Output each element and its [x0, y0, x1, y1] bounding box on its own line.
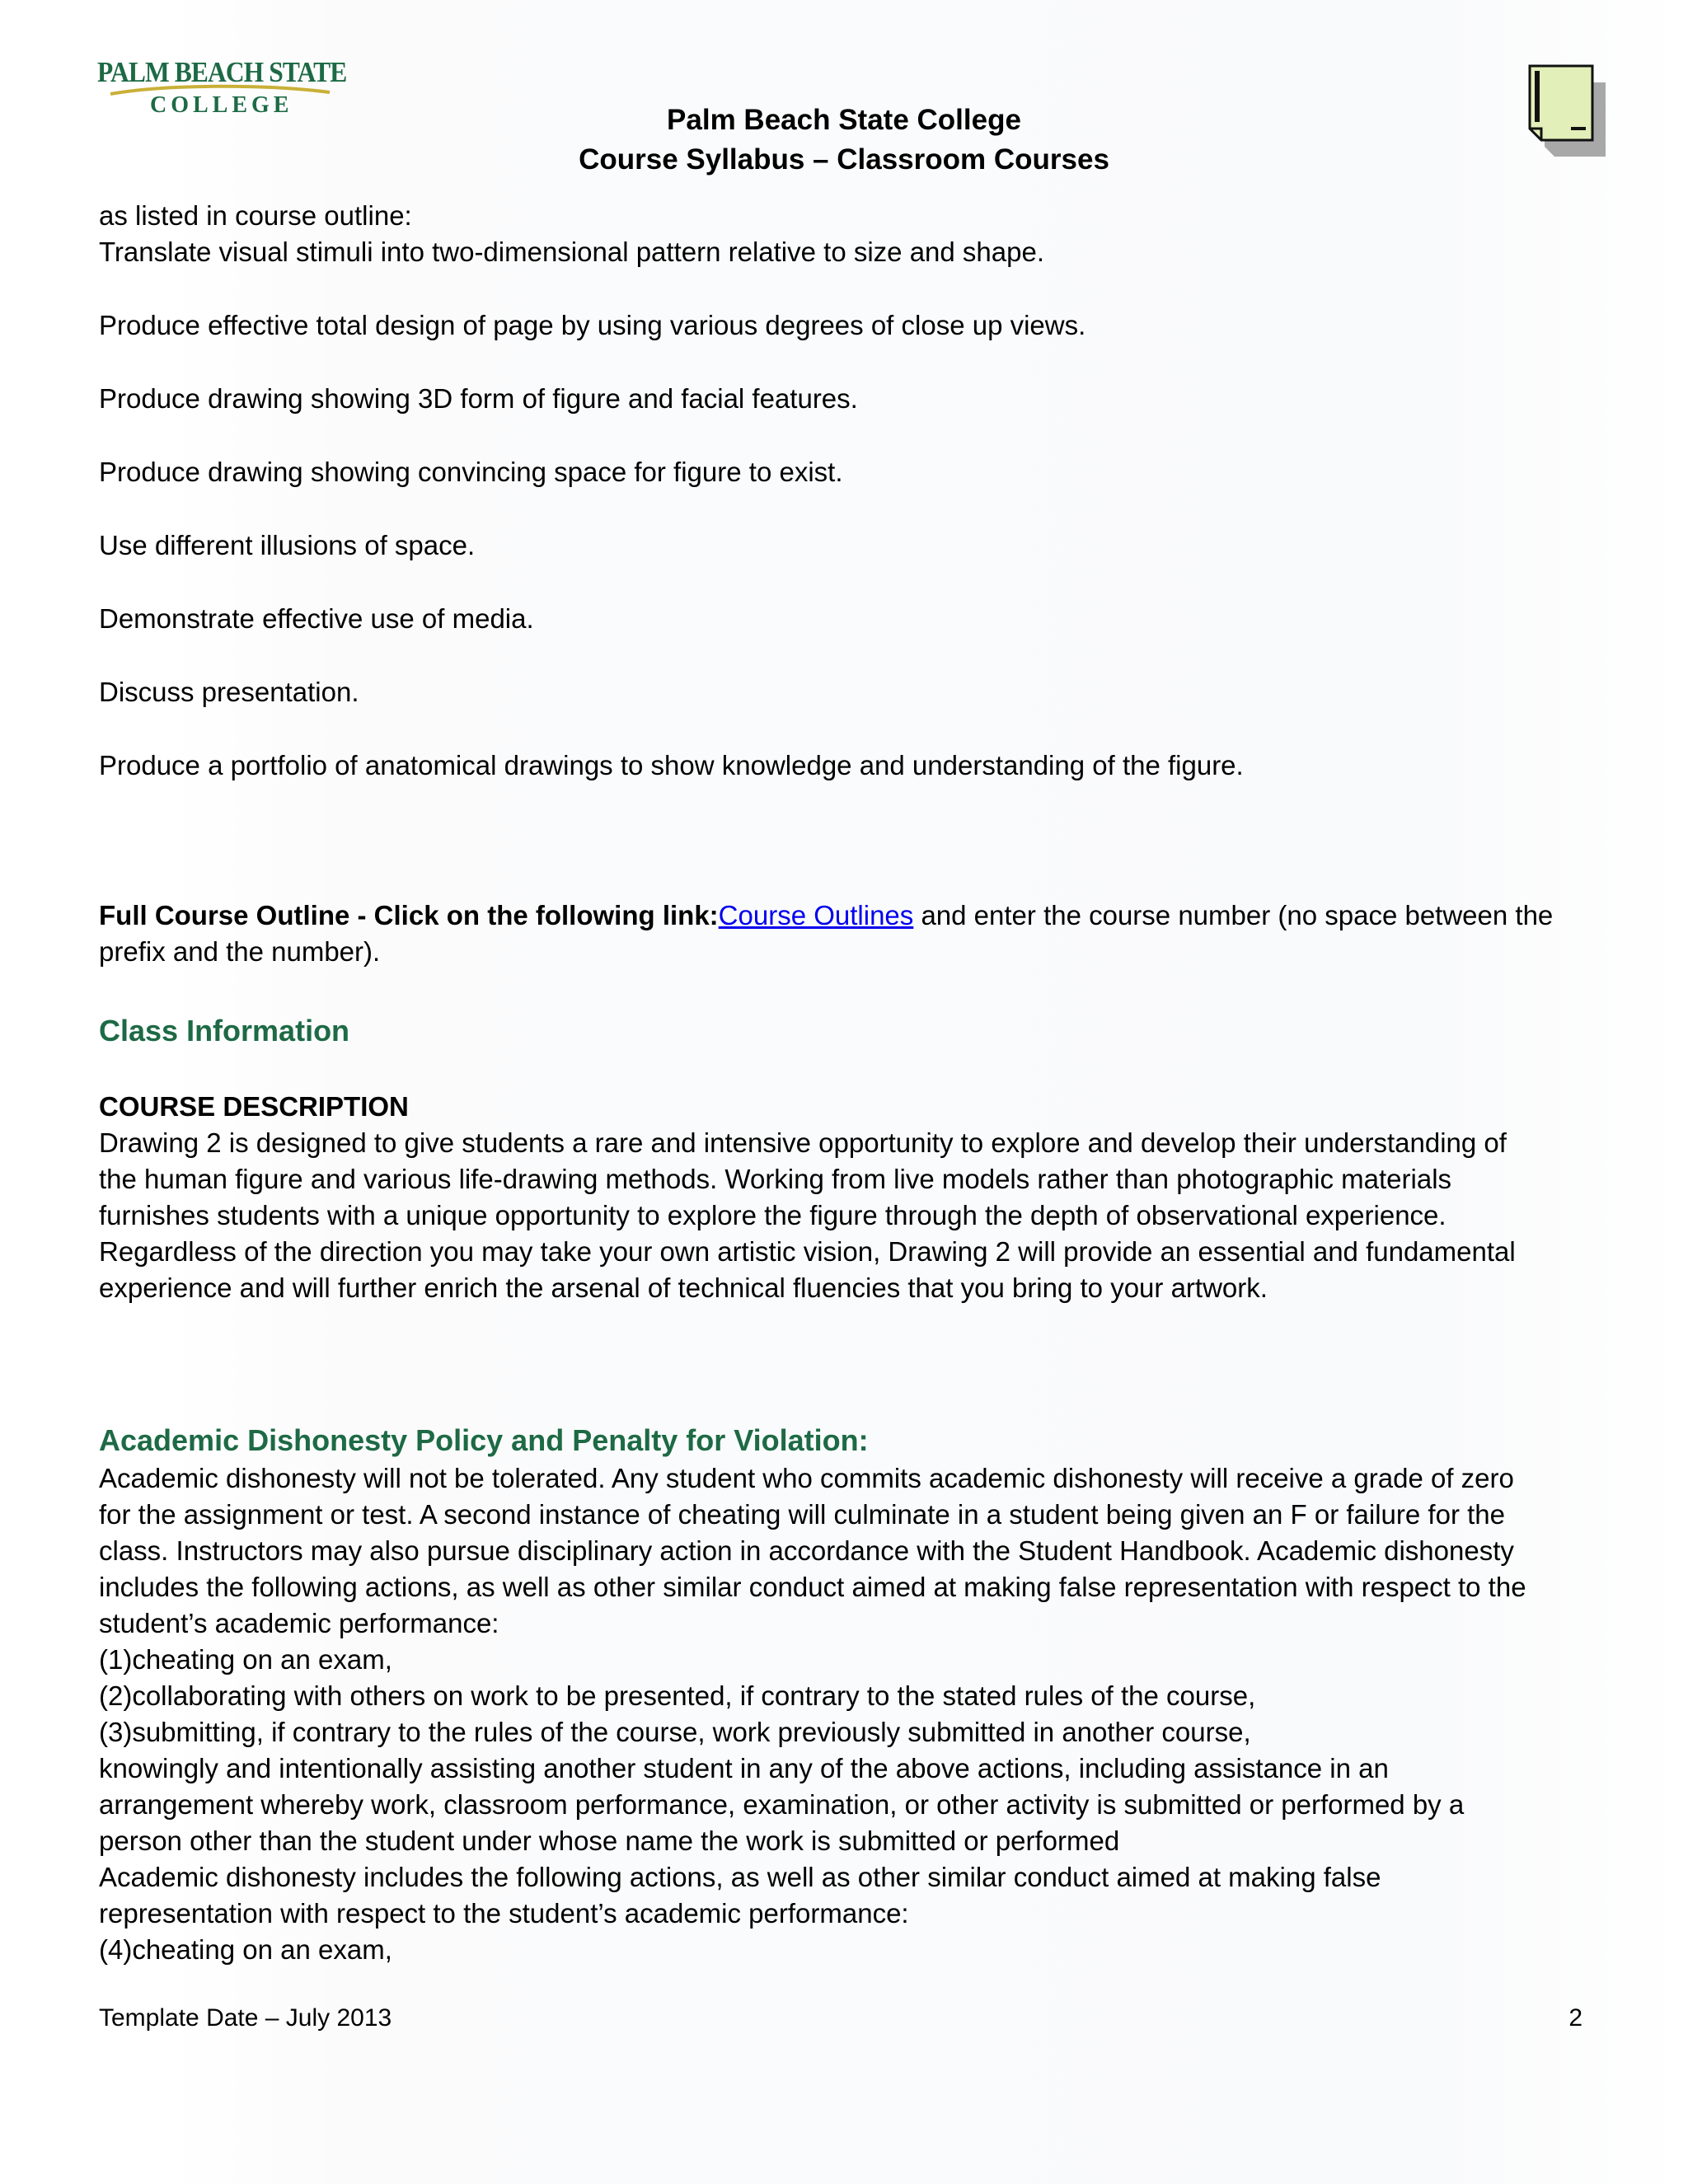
dishonesty-line: knowingly and intentionally assisting another student in any of the above actions, including assistance in an — [99, 1753, 1389, 1783]
dishonesty-line: includes the following actions, as well as other similar conduct aimed at making false representation with respect to the — [99, 1572, 1526, 1602]
course-outline-label: Full Course Outline - Click on the following link: — [99, 900, 719, 930]
dishonesty-line: (2)collaborating with others on work to be presented, if contrary to the stated rules of the course, — [99, 1680, 1256, 1711]
dishonesty-line: student’s academic performance: — [99, 1608, 499, 1638]
page-title: Palm Beach State College — [667, 104, 1021, 136]
course-description-line: Drawing 2 is designed to give students a rare and intensive opportunity to explore and develop their understanding of — [99, 1127, 1507, 1158]
course-outline-line2: prefix and the number). — [99, 936, 381, 967]
course-description-line: the human figure and various life-drawing methods. Working from live models rather than photographic materials — [99, 1164, 1452, 1194]
page-subtitle: Course Syllabus – Classroom Courses — [579, 143, 1109, 176]
course-description-heading: COURSE DESCRIPTION — [99, 1091, 409, 1122]
dishonesty-line: (3)submitting, if contrary to the rules of the course, work previously submitted in another course, — [99, 1717, 1251, 1747]
course-outline-line — [99, 898, 1582, 934]
dishonesty-line: class. Instructors may also pursue disciplinary action in accordance with the Student Handbook. Academic dishonesty — [99, 1535, 1514, 1566]
outcomes-intro: as listed in course outline: — [99, 200, 412, 231]
outcome-item: Produce effective total design of page by using various degrees of close up views. — [99, 310, 1086, 340]
dishonesty-line: (1)cheating on an exam, — [99, 1644, 392, 1675]
outcome-item: Use different illusions of space. — [99, 530, 476, 560]
course-outline-instruction: and enter the course number (no space between the — [913, 900, 1554, 930]
course-description-line: Regardless of the direction you may take your own artistic vision, Drawing 2 will provide an essential and fundamental — [99, 1236, 1516, 1267]
page-number: 2 — [1568, 2004, 1582, 2032]
class-information-heading: Class Information — [99, 1014, 350, 1047]
outcome-item: Discuss presentation. — [99, 677, 359, 707]
dishonesty-line: Academic dishonesty will not be tolerated. Any student who commits academic dishonesty will receive a grade of zero — [99, 1463, 1514, 1493]
template-date: Template Date – July 2013 — [99, 2004, 392, 2032]
course-description-line: experience and will further enrich the arsenal of technical fluencies that you bring to your artwork. — [99, 1272, 1268, 1303]
course-description-line: furnishes students with a unique opportunity to explore the figure through the depth of observational experience. — [99, 1200, 1447, 1230]
logo-line2: COLLEGE — [150, 92, 293, 118]
outcome-item: Produce a portfolio of anatomical drawings to show knowledge and understanding of the figure. — [99, 750, 1244, 780]
dishonesty-line: arrangement whereby work, classroom performance, examination, or other activity is submitted or performed by a — [99, 1789, 1465, 1820]
dishonesty-line: person other than the student under whose name the work is submitted or performed — [99, 1825, 1120, 1856]
outcome-item: Produce drawing showing 3D form of figure and facial features. — [99, 383, 858, 414]
logo-line1: PALM BEACH STATE — [97, 56, 347, 88]
dishonesty-line: (4)cheating on an exam, — [99, 1934, 392, 1965]
course-outlines-link[interactable]: Course Outlines — [718, 900, 914, 930]
outcome-item: Produce drawing showing convincing space for figure to exist. — [99, 457, 843, 487]
dishonesty-line: for the assignment or test. A second instance of cheating will culminate in a student being given an F or failure for the — [99, 1499, 1505, 1530]
academic-dishonesty-heading: Academic Dishonesty Policy and Penalty for Violation: — [99, 1423, 869, 1457]
document-icon — [1526, 63, 1619, 162]
dishonesty-line: representation with respect to the student’s academic performance: — [99, 1898, 909, 1929]
dishonesty-line: Academic dishonesty includes the following actions, as well as other similar conduct aimed at making false — [99, 1862, 1381, 1892]
outcome-item: Demonstrate effective use of media. — [99, 603, 534, 634]
outcome-item: Translate visual stimuli into two-dimensional pattern relative to size and shape. — [99, 237, 1045, 267]
